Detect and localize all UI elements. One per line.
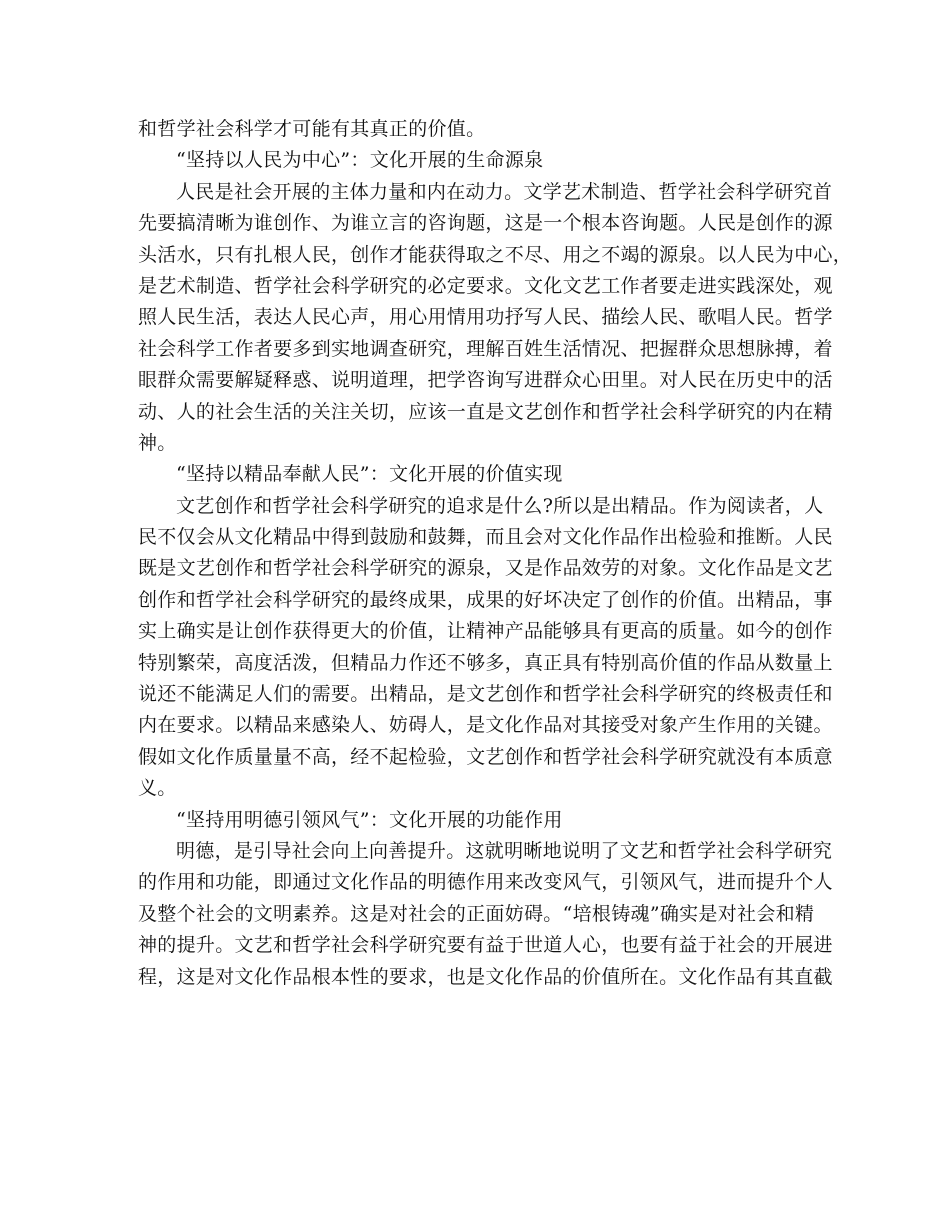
text-line: 民不仅会从文化精品中得到鼓励和鼓舞，而且会对文化作品作出检验和推断。人民 <box>138 526 833 549</box>
text-line: 及整个社会的文明素养。这是对社会的正面妨碍。“培根铸魂”确实是对社会和精 <box>138 902 815 925</box>
text-line: 实上确实是让创作获得更大的价值，让精神产品能够具有更高的质量。如今的创作 <box>138 620 833 643</box>
text-line: 内在要求。以精品来感染人、妨碍人，是文化作品对其接受对象产生作用的关键。 <box>138 714 833 737</box>
text-line: 眼群众需要解疑释惑、说明道理，把学咨询写进群众心田里。对人民在历史中的活 <box>138 369 833 392</box>
text-line: 创作和哲学社会科学研究的最终成果，成果的好坏决定了创作的价值。出精品，事 <box>138 588 833 611</box>
text-line: 既是文艺创作和哲学社会科学研究的源泉，又是作品效劳的对象。文化作品是文艺 <box>138 557 833 580</box>
text-line: 人民是社会开展的主体力量和内在动力。文学艺术制造、哲学社会科学研究首 <box>176 180 833 203</box>
text-line: 动、人的社会生活的关注关切，应该一直是文艺创作和哲学社会科学研究的内在精 <box>138 400 833 423</box>
text-line: 头活水，只有扎根人民，创作才能获得取之不尽、用之不竭的源泉。以人民为中心， <box>138 243 853 266</box>
text-line: 神的提升。文艺和哲学社会科学研究要有益于世道人心，也要有益于社会的开展进 <box>138 934 833 957</box>
text-line: 说还不能满足人们的需要。出精品，是文艺创作和哲学社会科学研究的终极责任和 <box>138 683 833 706</box>
text-line: 社会科学工作者要多到实地调查研究，理解百姓生活情况、把握群众思想脉搏，着 <box>138 337 833 360</box>
text-line: 是艺术制造、哲学社会科学研究的必定要求。文化文艺工作者要走进实践深处，观 <box>138 274 833 297</box>
text-line: 神。 <box>138 431 177 454</box>
text-line: 先要搞清晰为谁创作、为谁立言的咨询题，这是一个根本咨询题。人民是创作的源 <box>138 212 833 235</box>
text-line: 假如文化作质量量不高，经不起检验，文艺创作和哲学社会科学研究就没有本质意 <box>138 745 833 768</box>
text-line: 照人民生活，表达人民心声，用心用情用功抒写人民、描绘人民、歌唱人民。哲学 <box>138 306 833 329</box>
document-page <box>138 114 853 993</box>
text-line: 文艺创作和哲学社会科学研究的追求是什么?所以是出精品。作为阅读者，人 <box>176 494 824 517</box>
text-line: 义。 <box>138 777 177 800</box>
text-line: 和哲学社会科学才可能有其真正的价值。 <box>138 118 486 140</box>
text-line: 程，这是对文化作品根本性的要求，也是文化作品的价值所在。文化作品有其直截 <box>138 965 833 988</box>
section-heading: “坚持以人民为中心”：文化开展的生命源泉 <box>176 149 544 172</box>
section-heading: “坚持以精品奉献人民”：文化开展的价值实现 <box>176 463 563 486</box>
text-line: 的作用和功能，即通过文化作品的明德作用来改变风气，引领风气，进而提升个人 <box>138 871 833 894</box>
section-heading: “坚持用明德引领风气”：文化开展的功能作用 <box>176 808 563 831</box>
text-line: 明德，是引导社会向上向善提升。这就明晰地说明了文艺和哲学社会科学研究 <box>176 839 833 862</box>
text-line: 特别繁荣，高度活泼，但精品力作还不够多，真正具有特别高价值的作品从数量上 <box>138 651 833 674</box>
